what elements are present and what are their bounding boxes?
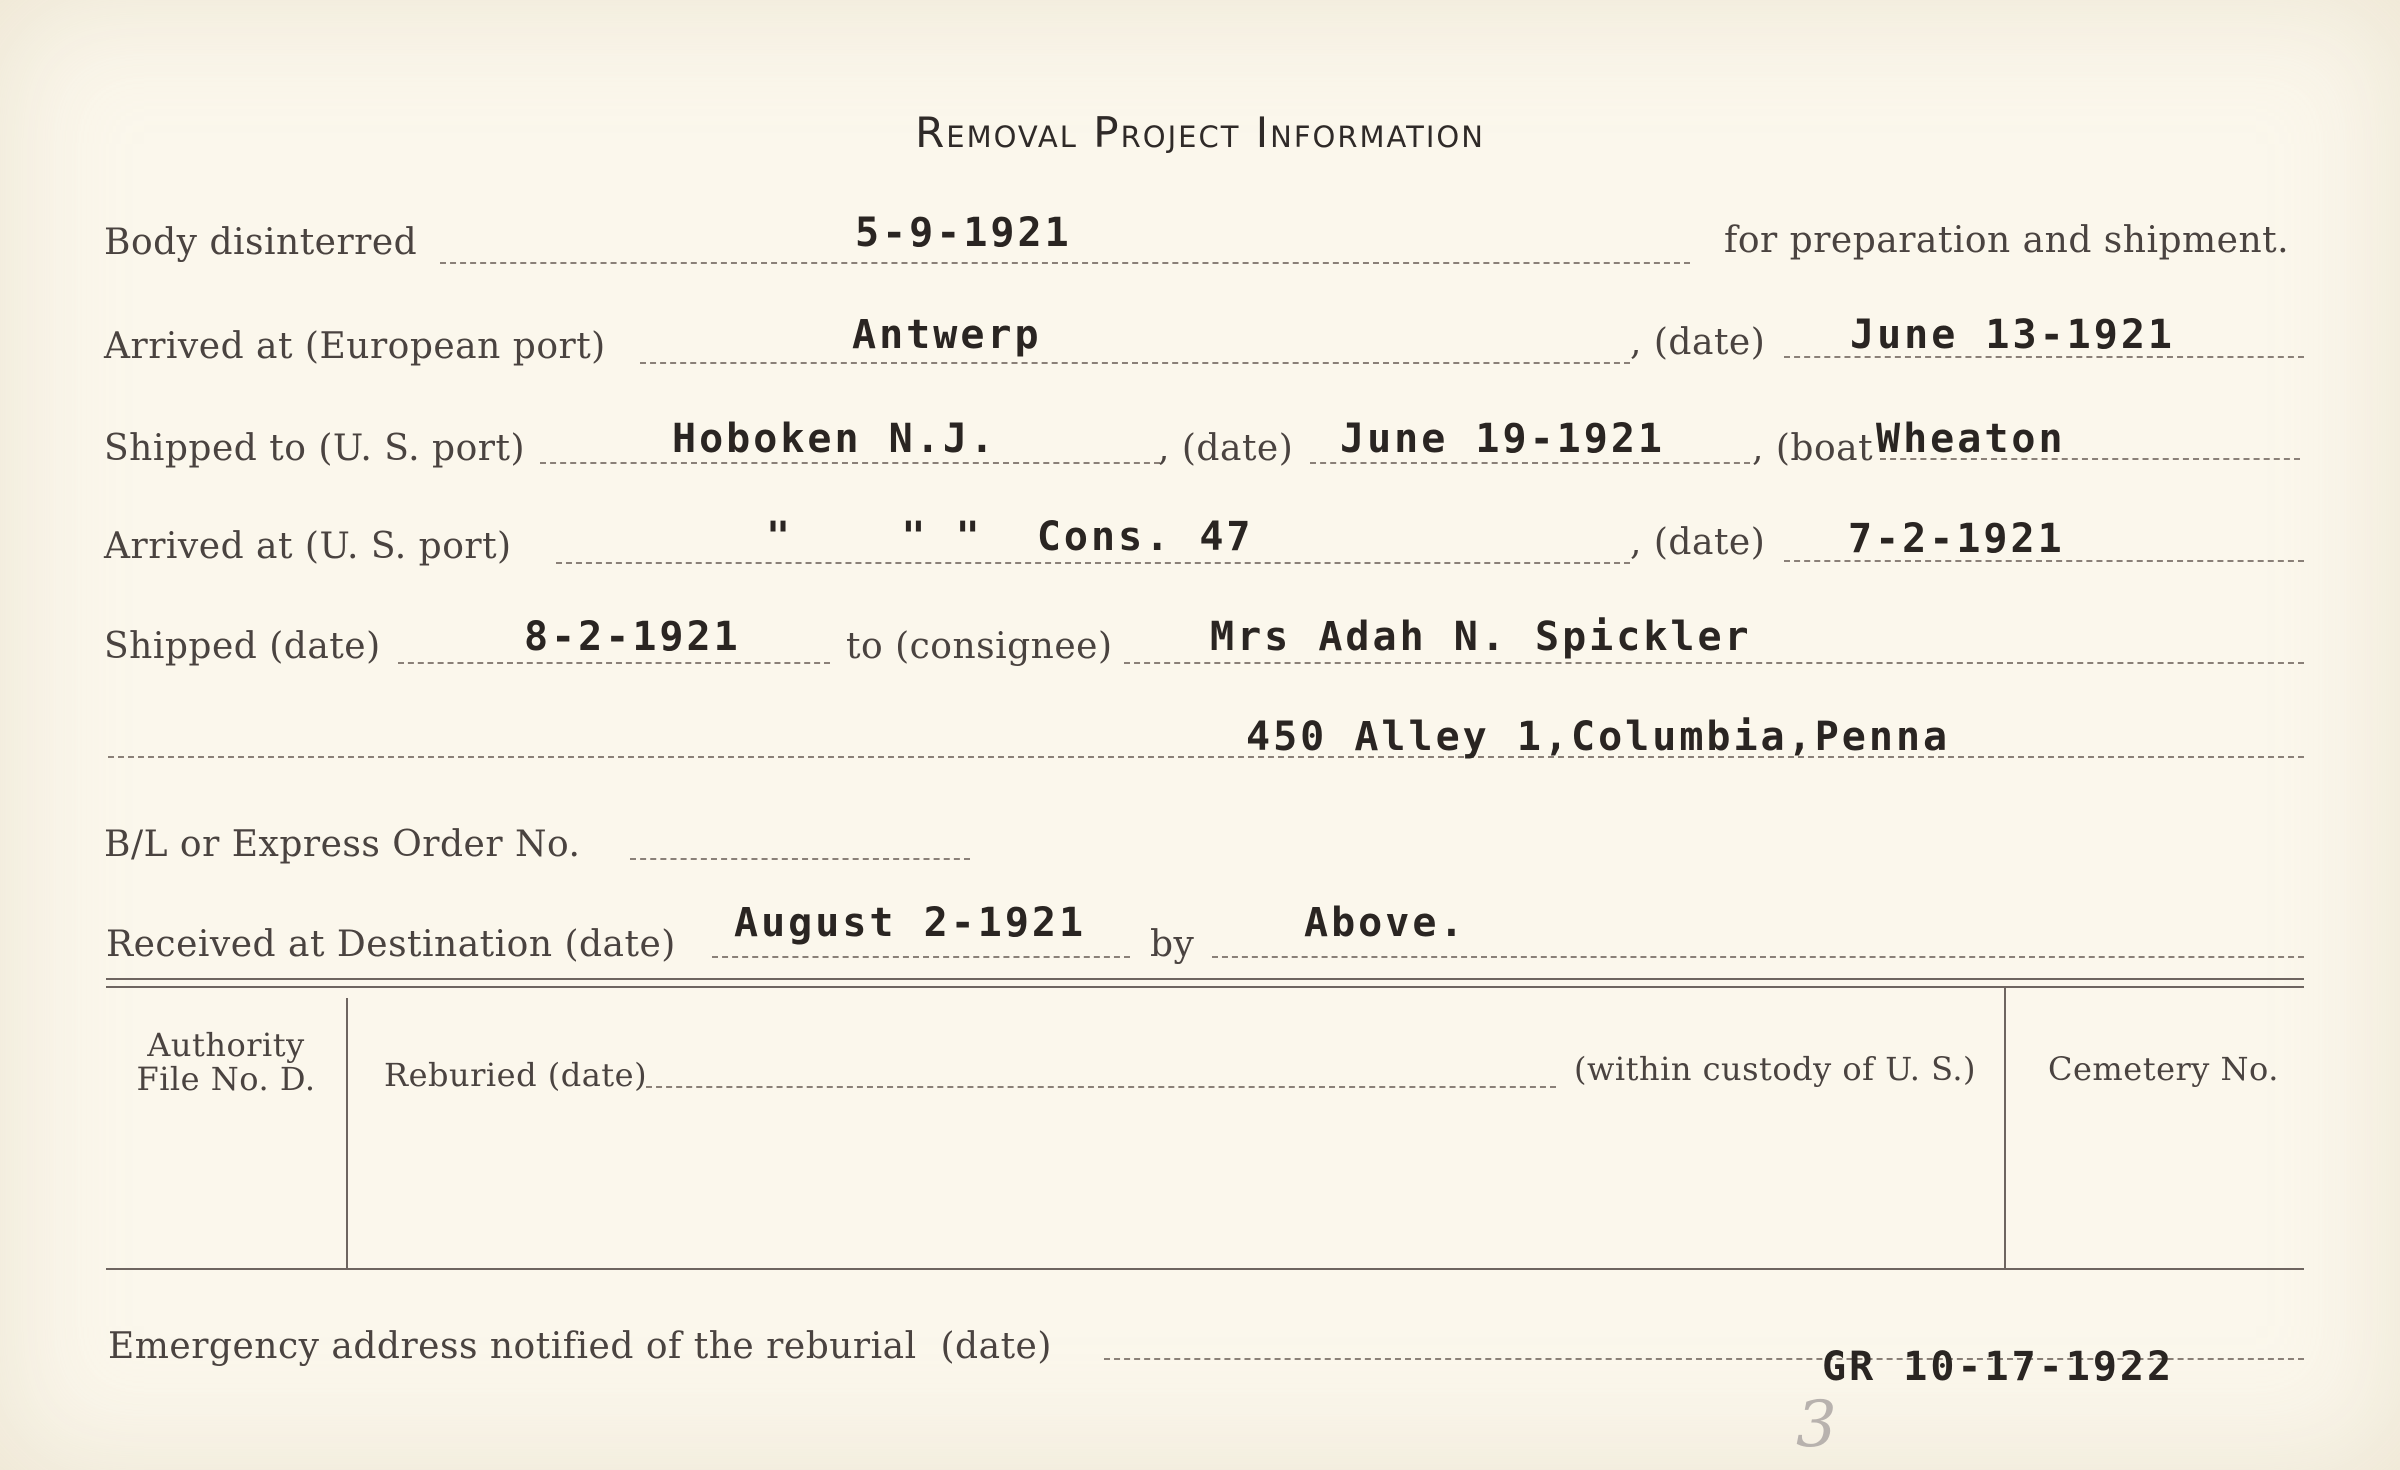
card-title-text: Removal Project Information [915,108,1485,157]
shipped-date-value: 8-2-1921 [524,614,741,660]
emergency-label: Emergency address notified of the reburial (date) [108,1326,1052,1367]
table-top-rule-2 [106,986,2304,988]
shipped-us-date-value: June 19-1921 [1340,416,1665,462]
arrived-us-date-label: , (date) [1630,522,1766,563]
shipped-date-label: Shipped (date) [104,626,381,667]
arrived-us-date-value: 7-2-1921 [1848,516,2065,562]
received-by-line [1212,956,2304,958]
bl-express-line [630,858,970,860]
arrived-european-label: Arrived at (European port) [104,326,606,367]
table-divider-left [346,998,348,1268]
custody-label: (within custody of U. S.) [1574,1050,1976,1088]
table-bottom-rule [106,1268,2304,1270]
shipped-date-line [398,662,830,664]
received-label: Received at Destination (date) [106,924,676,965]
arrived-european-date-value: June 13-1921 [1850,312,2175,358]
shipped-us-date-line [1310,462,1750,464]
reburied-label: Reburied (date) [384,1056,648,1094]
received-line [712,956,1130,958]
body-disinterred-suffix: for preparation and shipment. [1724,220,2290,261]
arrived-us-line [556,562,1630,564]
shipped-us-boat-value: Wheaton [1876,416,2066,462]
address-value: 450 Alley 1,Columbia,Penna [1246,714,1951,760]
reburied-line [646,1086,1556,1088]
body-disinterred-value: 5-9-1921 [855,210,1072,256]
arrived-us-value: " " " Cons. 47 [766,514,1254,560]
shipped-us-value: Hoboken N.J. [672,416,997,462]
cemetery-label: Cemetery No. [2048,1050,2279,1088]
received-value: August 2-1921 [734,900,1087,946]
consignee-label: to (consignee) [846,626,1113,667]
pencil-mark: 3 [1796,1388,1837,1462]
card-title [0,108,2400,157]
arrived-european-value: Antwerp [852,312,1042,358]
emergency-value: GR 10-17-1922 [1822,1344,2175,1390]
shipped-us-boat-label: , (boat [1752,428,1874,469]
arrived-us-label: Arrived at (U. S. port) [104,526,512,567]
arrived-european-line [640,362,1630,364]
body-disinterred-label: Body disinterred [104,222,418,263]
table-divider-right [2004,988,2006,1268]
address-line [108,756,2304,758]
shipped-us-label: Shipped to (U. S. port) [104,428,525,469]
authority-label-line1: Authority [147,1026,305,1064]
bl-express-label: B/L or Express Order No. [104,824,581,865]
arrived-european-date-label: , (date) [1630,322,1766,363]
received-by-label: by [1150,924,1195,965]
received-by-value: Above. [1304,900,1467,946]
body-disinterred-line [440,262,1690,264]
shipped-us-date-label: , (date) [1158,428,1294,469]
authority-label-line2: File No. D. [136,1060,316,1098]
consignee-value: Mrs Adah N. Spickler [1210,614,1752,660]
consignee-line [1124,662,2304,664]
shipped-us-line [540,462,1160,464]
table-top-rule-1 [106,978,2304,980]
